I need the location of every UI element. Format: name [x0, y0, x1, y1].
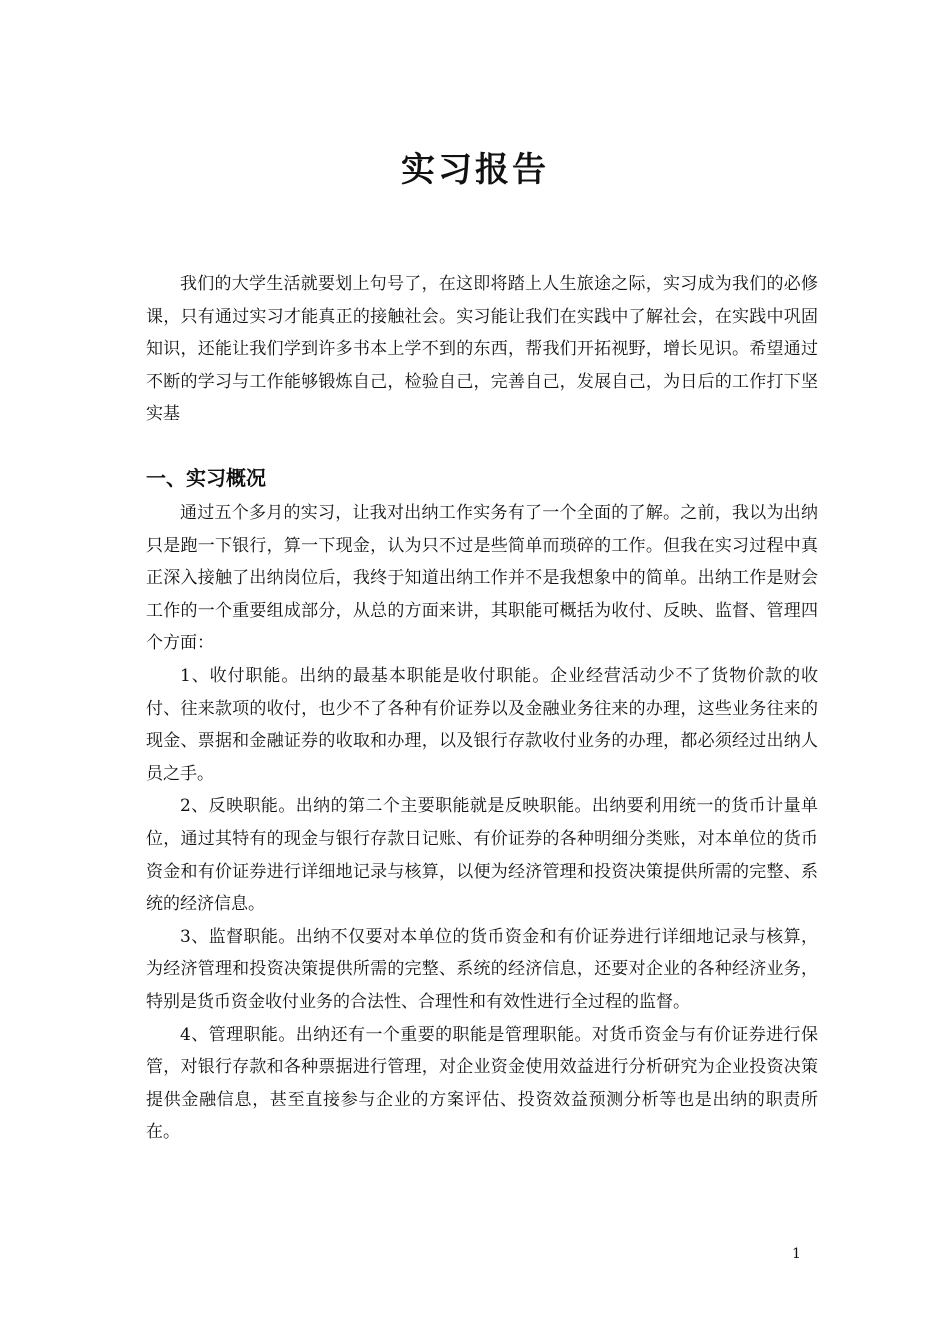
document-title: 实习报告 — [401, 150, 549, 190]
body-paragraph: 通过五个多月的实习，让我对出纳工作实务有了一个全面的了解。之前，我以为出纳只是跑一下银行，算一下现金，认为只不过是些简单而琐碎的工作。但我在实习过程中真正深入接触了出纳岗位后，我终于知道出纳工作并不是我想象中的简单。出纳工作是财会工作的一个重要组成部分，从总的方面来讲，其职能可概括为收付、反映、监督、管理四个方面： — [146, 503, 818, 654]
page-number: 1 — [792, 1246, 801, 1262]
section-heading: 一、实习概况 — [146, 466, 266, 490]
intro-section — [146, 268, 818, 431]
intro-paragraph: 我们的大学生活就要划上句号了，在这即将踏上人生旅途之际，实习成为我们的必修课，只有通过实习才能真正的接触社会。实习能让我们在实践中了解社会，在实践中巩固知识，还能让我们学到许多书本上学不到的东西，帮我们开拓视野，增长见识。希望通过不断的学习与工作能够锻炼自己，检验自己，完善自己，发展自己，为日后的工作打下坚实基 — [146, 274, 818, 425]
section-body — [146, 497, 818, 1149]
body-paragraph: 3、监督职能。出纳不仅要对本单位的货币资金和有价证券进行详细地记录与核算，为经济管理和投资决策提供所需的完整、系统的经济信息，还要对企业的各种经济业务，特别是货币资金收付业务的合法性、合理性和有效性进行全过程的监督。 — [146, 926, 818, 1012]
body-paragraph: 4、管理职能。出纳还有一个重要的职能是管理职能。对货币资金与有价证券进行保管，对银行存款和各种票据进行管理，对企业资金使用效益进行分析研究为企业投资决策提供金融信息，甚至直接参与企业的方案评估、投资效益预测分析等也是出纳的职责所在。 — [146, 1024, 818, 1143]
body-paragraph: 2、反映职能。出纳的第二个主要职能就是反映职能。出纳要利用统一的货币计量单位，通过其特有的现金与银行存款日记账、有价证券的各种明细分类账，对本单位的货币资金和有价证券进行详细地记录与核算，以便为经济管理和投资决策提供所需的完整、系统的经济信息。 — [146, 796, 818, 915]
body-paragraph: 1、收付职能。出纳的最基本职能是收付职能。企业经营活动少不了货物价款的收付、往来款项的收付，也少不了各种有价证券以及金融业务往来的办理，这些业务往来的现金、票据和金融证券的收取和办理，以及银行存款收付业务的办理，都必须经过出纳人员之手。 — [146, 665, 818, 784]
